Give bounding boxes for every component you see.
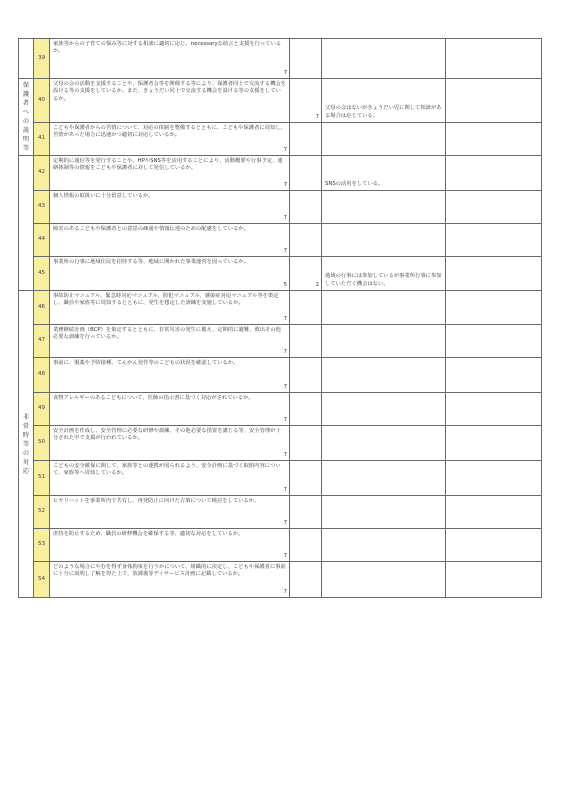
item-cell — [50, 39, 290, 79]
item-text: 障害のあるこどもや保護者との意思の疎通や情報伝達のための配慮をしているか。 — [53, 226, 249, 232]
category-cell — [19, 156, 34, 291]
table-row — [19, 39, 542, 79]
yes-count: 7 — [283, 486, 287, 493]
no-count-cell — [290, 393, 322, 426]
row-number: 42 — [34, 156, 50, 191]
remark-cell — [322, 291, 446, 325]
no-count-cell — [290, 224, 322, 257]
item-text: こどもの安全確保に関して、家族等との連携が図られるよう、安全計画に基づく取組内容について、家族等へ周知しているか。 — [53, 463, 281, 477]
item-cell — [50, 496, 290, 529]
row-number: 43 — [34, 191, 50, 224]
item-cell — [50, 325, 290, 358]
row-number: 44 — [34, 224, 50, 257]
table-row — [19, 461, 542, 496]
remark-cell: 地域の行事には参加しているが事業所行事に参加していただく機会はない。 — [322, 257, 446, 291]
yes-count: 7 — [283, 383, 287, 390]
item-cell — [50, 123, 290, 156]
improvement-cell — [446, 224, 542, 257]
table-row — [19, 257, 542, 291]
improvement-cell — [446, 496, 542, 529]
yes-count: 7 — [283, 416, 287, 423]
item-text: 事前に、服薬や予防接種、てんかん発作等のこどもの状況を確認しているか。 — [53, 360, 239, 366]
yes-count: 7 — [283, 588, 287, 595]
row-number: 51 — [34, 461, 50, 496]
improvement-cell — [446, 426, 542, 461]
item-text: どのような場合にやむを得ず身体拘束を行うかについて、組織的に決定し、こどもや保護者に事前に十分に説明し了解を得た上で、放課後等デイサービス計画に記載しているか。 — [53, 564, 286, 578]
row-number: 52 — [34, 496, 50, 529]
remark-cell — [322, 529, 446, 562]
yes-count: 7 — [283, 214, 287, 221]
remark-cell — [322, 358, 446, 393]
no-count-cell — [290, 529, 322, 562]
remark-cell — [322, 123, 446, 156]
row-number: 48 — [34, 358, 50, 393]
table-row — [19, 191, 542, 224]
yes-count: 7 — [283, 519, 287, 526]
remark-cell: 父母の会はないがきょうだい児に関して相談がある場合は応じている。 — [322, 79, 446, 123]
yes-count: 7 — [283, 146, 287, 153]
item-text: 家族等からの子育ての悩み等に対する相談に適切に応じ、necessaryな助言と支援を行っているか。 — [53, 41, 282, 55]
category-cell — [19, 39, 34, 79]
remark-cell — [322, 325, 446, 358]
item-text: 業務継続計画（BCP）を策定するとともに、非常災害の発生に備え、定期的に避難、救出その他必要な訓練を行っているか。 — [53, 327, 281, 341]
table-row — [19, 325, 542, 358]
improvement-cell — [446, 461, 542, 496]
row-number: 46 — [34, 291, 50, 325]
yes-count: 5 — [283, 281, 287, 288]
improvement-cell — [446, 191, 542, 224]
remark-cell — [322, 461, 446, 496]
category-label: 非常時等の対応 — [22, 413, 30, 475]
table-row — [19, 529, 542, 562]
improvement-cell — [446, 325, 542, 358]
item-cell — [50, 529, 290, 562]
no-count: 2 — [315, 281, 319, 288]
remark-cell — [322, 224, 446, 257]
item-text: 父母の会の活動を支援することや、保護者会等を開催する等により、保護者同士で交流する機会を設ける等の支援をしているか。また、きょうだい同士で交流する機会を設ける等の支援をしているか。 — [53, 81, 286, 102]
no-count-cell — [290, 39, 322, 79]
remark-cell — [322, 191, 446, 224]
no-count-cell — [290, 426, 322, 461]
item-text: 虐待を防止するため、職員の研修機会を確保する等、適切な対応をしているか。 — [53, 531, 244, 537]
table-row — [19, 393, 542, 426]
improvement-cell — [446, 39, 542, 79]
table-row — [19, 79, 542, 123]
row-number: 54 — [34, 562, 50, 598]
item-text: 食物アレルギーのあるこどもについて、医師の指示書に基づく対応がされているか。 — [53, 395, 254, 401]
remark-cell: SNSの活用をしている。 — [322, 156, 446, 191]
row-number: 40 — [34, 79, 50, 123]
item-cell — [50, 224, 290, 257]
remark-cell — [322, 39, 446, 79]
table-row — [19, 358, 542, 393]
yes-count: 7 — [283, 181, 287, 188]
improvement-cell — [446, 393, 542, 426]
yes-count: 7 — [283, 451, 287, 458]
table-row — [19, 426, 542, 461]
row-number: 49 — [34, 393, 50, 426]
category-cell — [19, 291, 34, 598]
remark-cell — [322, 426, 446, 461]
category-label: 保護者への説明等 — [22, 82, 30, 152]
row-number: 50 — [34, 426, 50, 461]
item-cell — [50, 79, 290, 123]
improvement-cell — [446, 291, 542, 325]
no-count-cell — [290, 496, 322, 529]
item-text: ヒヤリハットを事業所内で共有し、再発防止に向けた方策について検討をしているか。 — [53, 498, 260, 504]
item-text: 安全計画を作成し、安全管理に必要な研修や訓練、その他必要な措置を講じる等、安全管理が十分された中で支援が行われているか。 — [53, 428, 281, 442]
table-row — [19, 291, 542, 325]
item-cell — [50, 191, 290, 224]
no-count-cell — [290, 562, 322, 598]
item-cell — [50, 257, 290, 291]
item-text: 事故防止マニュアル、緊急時対応マニュアル、防犯マニュアル、感染症対応マニュアル等を策定し、職員や家族等に周知するとともに、発生を想定した訓練を実施しているか。 — [53, 293, 279, 307]
no-count-cell — [290, 291, 322, 325]
category-cell — [19, 79, 34, 156]
no-count-cell — [290, 191, 322, 224]
no-count-cell — [290, 79, 322, 123]
no-count: 7 — [315, 113, 319, 120]
yes-count: 7 — [283, 348, 287, 355]
improvement-cell — [446, 529, 542, 562]
remark-cell — [322, 393, 446, 426]
no-count-cell — [290, 461, 322, 496]
item-text: 事業所の行事に地域住民を招待する等、地域に開かれた事業運営を図っているか。 — [53, 259, 249, 265]
row-number: 47 — [34, 325, 50, 358]
yes-count: 7 — [283, 552, 287, 559]
no-count-cell — [290, 325, 322, 358]
item-cell — [50, 358, 290, 393]
no-count-cell — [290, 257, 322, 291]
improvement-cell — [446, 79, 542, 123]
improvement-cell — [446, 358, 542, 393]
table-row — [19, 224, 542, 257]
item-cell — [50, 426, 290, 461]
improvement-cell — [446, 562, 542, 598]
improvement-cell — [446, 257, 542, 291]
item-text: 個人情報の取扱いに十分留意しているか。 — [53, 193, 154, 199]
item-cell — [50, 156, 290, 191]
improvement-cell — [446, 123, 542, 156]
item-text: こどもや保護者からの苦情について、対応の体制を整備するとともに、こどもや保護者に周知し、苦情があった場合に迅速かつ適切に対応しているか。 — [53, 125, 286, 139]
item-cell — [50, 461, 290, 496]
item-cell — [50, 393, 290, 426]
row-number: 41 — [34, 123, 50, 156]
item-cell — [50, 562, 290, 598]
table-row — [19, 496, 542, 529]
remark-cell — [322, 496, 446, 529]
no-count-cell — [290, 156, 322, 191]
yes-count: 7 — [283, 247, 287, 254]
no-count-cell — [290, 123, 322, 156]
table-row — [19, 562, 542, 598]
no-count-cell — [290, 358, 322, 393]
yes-count: 7 — [283, 69, 287, 76]
remark-cell — [322, 562, 446, 598]
row-number: 39 — [34, 39, 50, 79]
row-number: 45 — [34, 257, 50, 291]
evaluation-table — [18, 38, 542, 598]
yes-count: 7 — [283, 315, 287, 322]
item-text: 定期的に通信等を発行することや、HPやSNS等を活用することにより、活動概要や行事予定、連絡体制等の情報をこどもや保護者に対して発信しているか。 — [53, 158, 283, 172]
improvement-cell — [446, 156, 542, 191]
table-row — [19, 156, 542, 191]
table-row — [19, 123, 542, 156]
row-number: 53 — [34, 529, 50, 562]
item-cell — [50, 291, 290, 325]
